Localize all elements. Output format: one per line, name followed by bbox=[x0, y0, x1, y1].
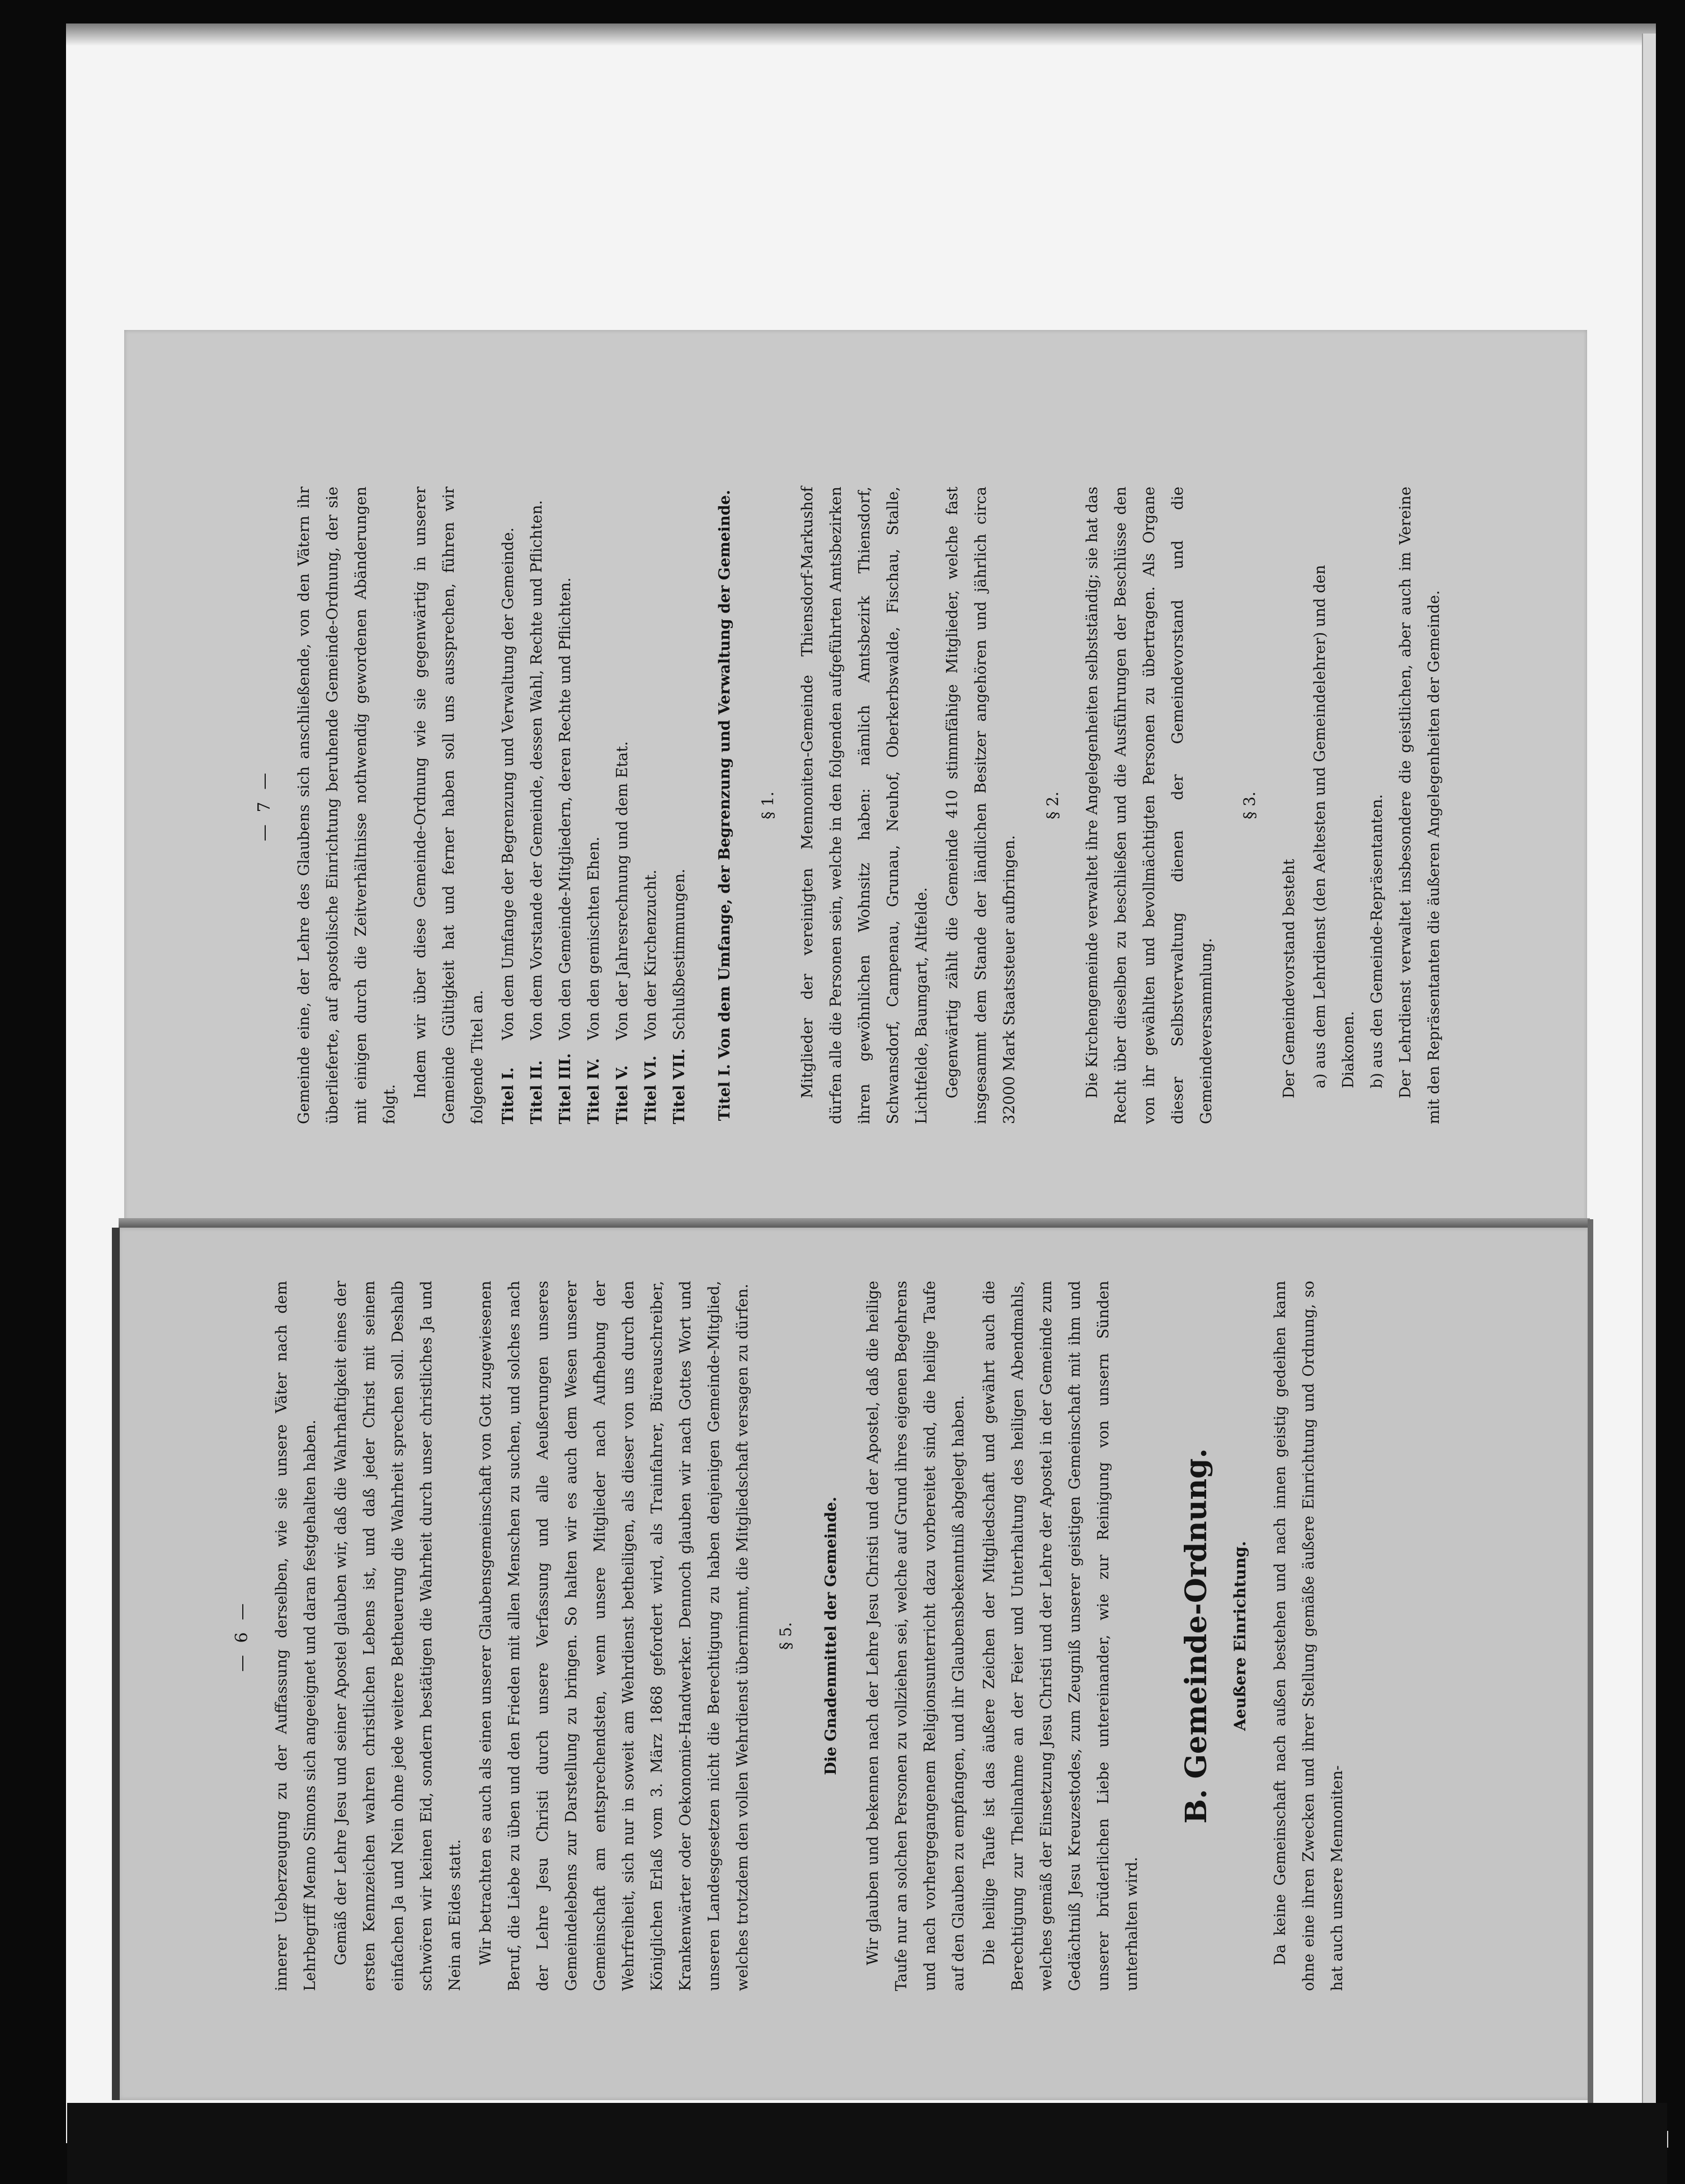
body-paragraph: Wir glauben und bekennen nach der Lehre Jesu Christi und der Apostel, daß die heilige Taufe nur an solchen Personen zu vollziehen sei, welche auf Grund ihres eigenen Begehrens und nach vorhergegangenem Religionsunterricht dazu vorbereitet sind, die heilige Taufe auf den Glauben zu empfangen, und ihr Glaubensbekenntniß abgelegt haben. bbox=[864, 1281, 967, 1991]
title-text: Von dem Vorstande der Gemeinde, dessen Wahl, Rechte und Pflichten. bbox=[528, 500, 545, 1040]
title-text: Von der Jahresrechnung und dem Etat. bbox=[614, 741, 631, 1040]
body-paragraph: Wir betrachten es auch als einen unserer Glaubensgemeinschaft von Gott zugewiesenen Beruf, die Liebe zu üben und den Frieden mit allen Menschen zu suchen, und solches nach der Lehre Jesu Christi durch unsere Verfassung und alle Aeußerungen unseres Gemeindelebens zur Darstellung zu bringen. So halten wir es auch dem Wesen unserer Gemeinschaft am entsprechendsten, wenn unsere Mitglieder nach Aufhebung der Wehrfreiheit, sich nur in soweit am Wehrdienst betheiligen, als dieser von uns durch den Königlichen Erlaß vom 3. März 1868 gefordert wird, als Trainfahrer, Büreauschreiber, Krankenwärter oder Oekonomie-Handwerker. Dennoch glauben wir nach Gottes Wort und unseren Landesgesetzen nicht die Berechtigung zu haben denjenigen Gemeinde-Mitglied, welches trotzdem den vollen Wehrdienst übernimmt, die Mitgliedschaft versagen zu dürfen. bbox=[477, 1281, 751, 1991]
page-6-text bbox=[232, 1281, 1354, 1991]
body-paragraph: Gemäß der Lehre Jesu und seiner Apostel glauben wir, daß die Wahrhaftigkeit eines der ersten Kennzeichen wahren christlichen Lebens ist, und daß jeder Christ mit seinem einfachen Ja und Nein ohne jede weitere Betheuerung die Wahrheit sprechen soll. Deshalb schwören wir keinen Eid, sondern bestätigen die Wahrheit durch unser christliches Ja und Nein an Eides statt. bbox=[332, 1281, 464, 1991]
body-paragraph: Mitglieder der vereinigten Mennoniten-Gemeinde Thiensdorf-Markushof dürfen alle die Personen sein, welche in den folgenden aufgeführten Amtsbezirken ihren gewöhnlichen Wohnsitz haben: nämlich Amtsbezirk Thiensdorf, Schwansdorf, Campenau, Grunau, Neuhof, Oberkerbswalde, Fischau, Stalle, Lichtfelde, Baumgart, Altfelde. bbox=[799, 487, 930, 1124]
page-6-fold bbox=[1588, 1219, 1593, 2108]
scanner-right-border bbox=[1656, 6, 1684, 2131]
page-6-edge bbox=[112, 1228, 120, 2100]
page-7-text bbox=[255, 487, 1451, 1124]
title-number: Titel I. bbox=[500, 1067, 517, 1124]
title-number: Titel VII. bbox=[671, 1048, 688, 1124]
body-paragraph: Gegenwärtig zählt die Gemeinde 410 stimmfähige Mitglieder, welche fast insgesammt dem Stande der ländlichen Besitzer angehören und jährlich circa 32000 Mark Staatssteuer aufbringen. bbox=[944, 487, 1018, 1124]
body-paragraph: innerer Ueberzeugung zu der Auffassung derselben, wie sie unsere Väter nach dem Lehrbegriff Menno Simons sich angeeignet und daran festgehalten haben. bbox=[273, 1281, 319, 1991]
title-entry bbox=[523, 487, 551, 1124]
intro-paragraph: Indem wir über diese Gemeinde-Ordnung wie sie gegenwärtig in unserer Gemeinde Gültigkeit hat und ferner haben soll uns aussprechen, führen wir folgende Titel an. bbox=[412, 487, 486, 1124]
section-heading: Die Gnadenmittel der Gemeinde. bbox=[822, 1497, 840, 1775]
title-number: Titel V. bbox=[614, 1065, 631, 1124]
list-item: b) aus den Gemeinde-Repräsentanten. bbox=[1368, 794, 1386, 1088]
paragraph-sign: § 5. bbox=[776, 1622, 795, 1650]
backing-shadow bbox=[66, 23, 1666, 46]
page-number: — 7 — bbox=[255, 769, 274, 842]
body-paragraph: Der Lehrdienst verwaltet insbesondere die geistlichen, aber auch im Vereine mit den Repräsentanten die äußeren Angelegenheiten der Gemeinde. bbox=[1397, 487, 1443, 1124]
title-text: Von dem Umfange der Begrenzung und Verwaltung der Gemeinde. bbox=[500, 527, 517, 1040]
title-entry bbox=[608, 487, 637, 1124]
title-text: Von den gemischten Ehen. bbox=[585, 836, 603, 1040]
paragraph-sign: § 3. bbox=[1240, 791, 1259, 819]
title-entry bbox=[637, 487, 665, 1124]
title-number: Titel IV. bbox=[585, 1058, 603, 1124]
title-number: Titel VI. bbox=[642, 1055, 660, 1124]
title-text: Von den Gemeinde-Mitgliedern, deren Rechte und Pflichten. bbox=[557, 577, 574, 1040]
body-paragraph: Der Gemeindevorstand besteht bbox=[1281, 858, 1298, 1098]
scanner-bottom-border bbox=[67, 2103, 1667, 2184]
title-entry bbox=[580, 487, 608, 1124]
title-entry bbox=[494, 487, 523, 1124]
title-text: Schlußbestimmungen. bbox=[671, 869, 688, 1040]
section-heading: Titel I. Von dem Umfange, der Begrenzung und Verwaltung der Gemeinde. bbox=[716, 489, 733, 1121]
body-paragraph: Die heilige Taufe ist das äußere Zeichen der Mitgliedschaft und gewährt auch die Berechtigung zur Theilnahme an der Feier und Unterhaltung des heiligen Abendmahls, welches gemäß der Einsetzung Jesu Christi und der Lehre der Apostel in der Gemeinde zum Gedächtniß Jesu Kreuzestodes, zum Zeugniß unserer geistigen Gemeinschaft mit ihm und unserer brüderlichen Liebe untereinander, wie zur Reinigung von unsern Sünden unterhalten wird. bbox=[981, 1281, 1141, 1991]
title-number: Titel II. bbox=[528, 1060, 545, 1124]
page-number: — 6 — bbox=[232, 1600, 252, 1672]
list-item: a) aus dem Lehrdienst (den Aeltesten und Gemeindelehrer) und den Diakonen. bbox=[1311, 565, 1357, 1088]
title-text: Von der Kirchenzucht. bbox=[642, 869, 660, 1040]
scanner-top-border bbox=[0, 0, 1685, 23]
body-paragraph: Da keine Gemeinschaft nach außen bestehen und nach innen geistig gedeihen kann ohne eine ihren Zwecken und ihrer Stellung gemäße äußere Einrichtung und Ordnung, so hat auch unsere Mennoniten- bbox=[1272, 1281, 1346, 1991]
paragraph-sign: § 1. bbox=[759, 791, 777, 819]
title-number: Titel III. bbox=[557, 1053, 574, 1124]
title-entry bbox=[551, 487, 580, 1124]
part-title: B. Gemeinde-Ordnung. bbox=[1179, 1448, 1213, 1824]
title-entry bbox=[665, 487, 694, 1124]
part-subtitle: Aeußere Einrichtung. bbox=[1231, 1541, 1249, 1731]
body-paragraph: Die Kirchengemeinde verwaltet ihre Angelegenheiten selbstständig; sie hat das Recht über dieselben zu beschließen und die Ausführungen der Beschlüsse den von ihr gewählten und bevollmächtigten Personen zu übertragen. Als Organe dieser Selbstverwaltung dienen der Gemeindevorstand und die Gemeindeversammlung. bbox=[1084, 487, 1215, 1124]
paragraph-sign: § 2. bbox=[1043, 791, 1062, 819]
intro-paragraph: Gemeinde eine, der Lehre des Glaubens sich anschließende, von den Vätern ihr überlieferte, auf apostolische Einrichtung beruhende Gemeinde-Ordnung, der sie mit einigen durch die Zeitverhältnisse nothwendig gewordenen Abänderungen folgt. bbox=[295, 487, 398, 1124]
